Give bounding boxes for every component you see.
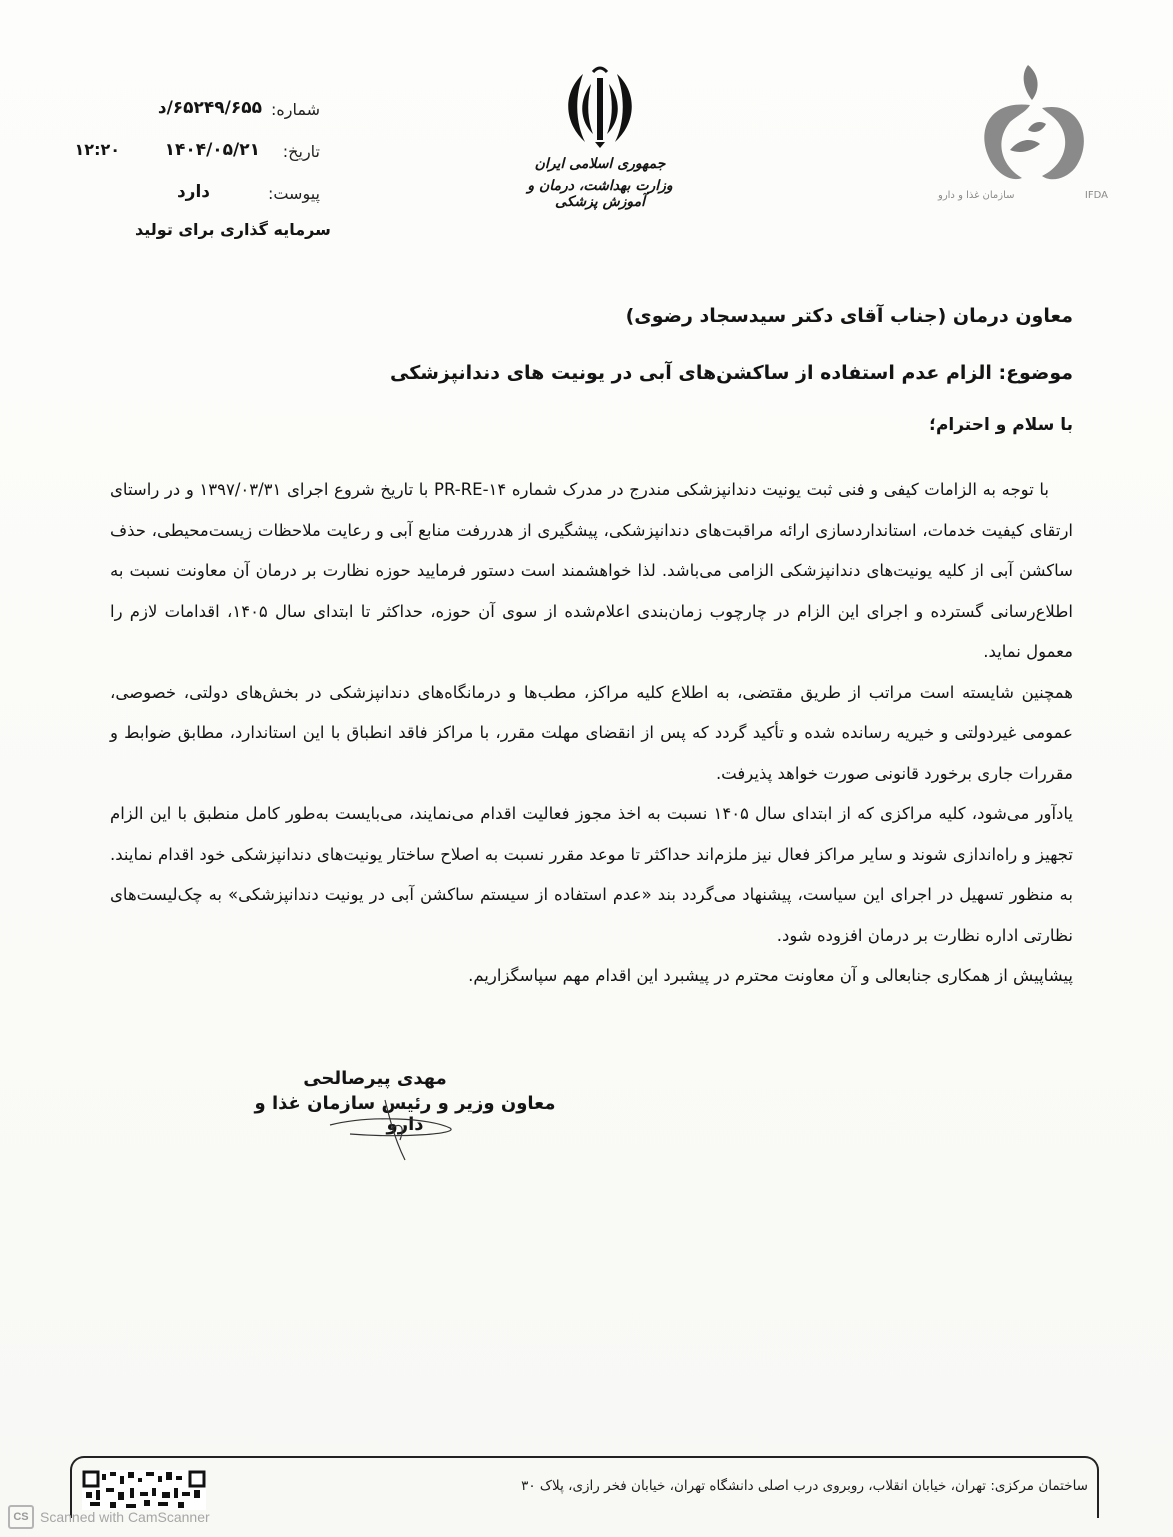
signer-name: مهدی پیرصالحی [303, 1068, 447, 1089]
letter-number-row [60, 100, 320, 142]
qr-code-icon [82, 1470, 206, 1510]
letter-greeting: با سلام و احترام؛ [929, 415, 1073, 435]
attachment-value: دارد [176, 182, 210, 202]
iran-emblem-icon [555, 62, 645, 152]
ministry-header [515, 62, 685, 210]
number-value: ۶۵۲۴۹/۶۵۵/د [157, 98, 262, 118]
watermark-text: Scanned with CamScanner [40, 1509, 210, 1525]
ifda-caption-fa: سازمان غذا و دارو [938, 190, 1015, 201]
year-slogan: سرمایه گذاری برای تولید [135, 220, 331, 239]
date-value: ۱۴۰۴/۰۵/۲۱ [164, 140, 260, 160]
ifda-logo [930, 60, 1110, 210]
letter-body [110, 470, 1073, 997]
letter-date-row [60, 142, 320, 184]
letter-recipient: معاون درمان (جناب آقای دکتر سیدسجاد رضوی) [625, 305, 1073, 327]
ifda-caption [938, 190, 1108, 201]
body-paragraph: یادآور می‌شود، کلیه مراکزی که از ابتدای سال ۱۴۰۵ نسبت به اخذ مجوز فعالیت اقدام می‌نمایند، می‌بایست به‌طور کامل منطبق با این الزام تجهیز و راه‌اندازی شوند و سایر مراکز فعال نیز ملزم‌اند حداکثر تا موعد مقرر نسبت به اصلاح ساختار یونیت‌های دندانپزشکی خود اقدام نمایند. به منظور تسهیل در اجرای این سیاست، پیشنهاد می‌گردد بند «عدم استفاده از سیستم ساکشن آبی در یونیت دندانپزشکی» به چک‌لیست‌های نظارتی اداره نظارت بر درمان افزوده شود. [110, 804, 1074, 945]
camscanner-logo-icon: CS [8, 1505, 34, 1529]
ifda-logo-icon [950, 60, 1100, 185]
emblem-country: جمهوری اسلامی ایران [534, 156, 666, 172]
emblem-ministry: وزارت بهداشت، درمان و آموزش پزشکی [527, 178, 673, 210]
letter-meta [60, 100, 320, 226]
date-label: تاریخ: [282, 142, 320, 161]
signer-title: معاون وزیر و رئیس سازمان غذا و دارو [254, 1093, 556, 1135]
body-paragraph: پیشاپیش از همکاری جنابعالی و آن معاونت محترم در پیشبرد این اقدام مهم سپاسگزاریم. [468, 966, 1073, 985]
letter-subject: موضوع: الزام عدم استفاده از ساکشن‌های آبی در یونیت های دندانپزشکی [389, 362, 1073, 384]
camscanner-watermark [8, 1505, 210, 1529]
number-label: شماره: [270, 100, 320, 119]
body-paragraph: همچنین شایسته است مراتب از طریق مقتضی، به اطلاع کلیه مراکز، مطب‌ها و درمانگاه‌های دندانپزشکی در بخش‌های دولتی، خصوصی، عمومی غیردولتی و خیریه رسانده شده و تأکید گردد که پس از انقضای مهلت مقرر، با مراکز فاقد انطباق با این استاندارد، مطابق ضوابط و مقررات جاری برخورد قانونی صورت خواهد پذیرفت. [110, 682, 1073, 783]
attachment-label: پیوست: [267, 184, 320, 203]
time-value: ۱۲:۲۰ [74, 140, 120, 159]
ifda-caption-en: IFDA [1084, 190, 1108, 201]
footer-address: ساختمان مرکزی: تهران، خیابان انقلاب، روبروی درب اصلی دانشگاه تهران، خیابان فخر رازی، پلاک ۳۰ [521, 1478, 1088, 1494]
handwritten-signature-icon [290, 1090, 490, 1165]
body-paragraph: با توجه به الزامات کیفی و فنی ثبت یونیت دندانپزشکی مندرج در مدرک شماره PR-RE-۱۴ با تاریخ شروع اجرای ۱۳۹۷/۰۳/۳۱ و در راستای ارتقای کیفیت خدمات، استانداردسازی ارائه مراقبت‌های دندانپزشکی، پیشگیری از هدررفت منابع آبی و رعایت ملاحظات زیست‌محیطی، حذف ساکشن آبی از کلیه یونیت‌های دندانپزشکی الزامی می‌باشد. لذا خواهشمند است دستور فرمایید حوزه نظارت بر درمان آن معاونت نسبت به اطلاع‌رسانی گسترده و اجرای این الزام در چارچوب زمان‌بندی اعلام‌شده از سوی آن حوزه، حداکثر تا ابتدای سال ۱۴۰۵، اقدامات لازم را معمول نماید. [110, 480, 1073, 661]
